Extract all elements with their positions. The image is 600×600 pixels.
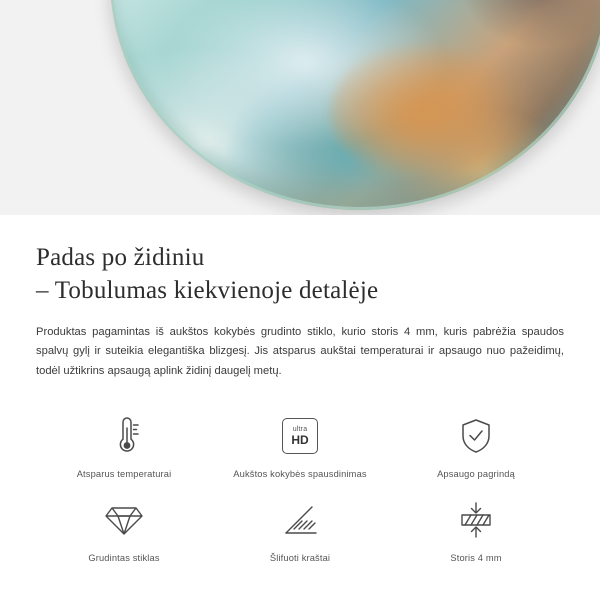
page-title [36,241,564,307]
feature-item-polished-edges [212,493,388,563]
feature-label: Apsaugo pagrindą [437,468,515,479]
ultra-hd-icon [282,413,318,459]
thermometer-icon [107,413,141,459]
feature-label: Atsparus temperaturai [76,468,172,479]
feature-item-surface-protection [388,409,564,479]
feature-item-temperature-resistant [36,409,212,479]
hero-image [0,0,600,215]
ultra-hd-badge-top: ultra [292,425,308,433]
feature-label: Storis 4 mm [450,552,502,563]
feature-item-tempered-glass [36,493,212,563]
feature-label: Šlifuoti kraštai [269,552,331,563]
feature-label: Aukštos kokybės spausdinimas [233,468,367,479]
ultra-hd-badge-bottom: HD [291,432,309,447]
page-title-line-2: – Tobulumas kiekvienoje detalėje [36,277,379,304]
content-section [0,215,600,563]
feature-label: Grudintas stiklas [88,552,160,563]
polished-edges-icon [282,497,318,543]
feature-item-print-quality [212,409,388,479]
shield-check-icon [458,413,494,459]
product-description: Produktas pagamintas iš aukštos kokybės grudinto stiklo, kurio storis 4 mm, kuris pabrėžia spaudos spalvų gylį ir suteikia elegantiška blizgesį. Jis atsparus aukštai temperaturai ir apsaugo nuo pažeidimų, todėl užtikrins apsaugą aplink židinį daugelį metų. [36,326,564,377]
page-title-line-1: Padas po židiniu [36,244,205,271]
feature-item-thickness [388,493,564,563]
thickness-arrows-icon [457,497,495,543]
feature-grid [36,409,564,563]
diamond-icon [104,497,144,543]
